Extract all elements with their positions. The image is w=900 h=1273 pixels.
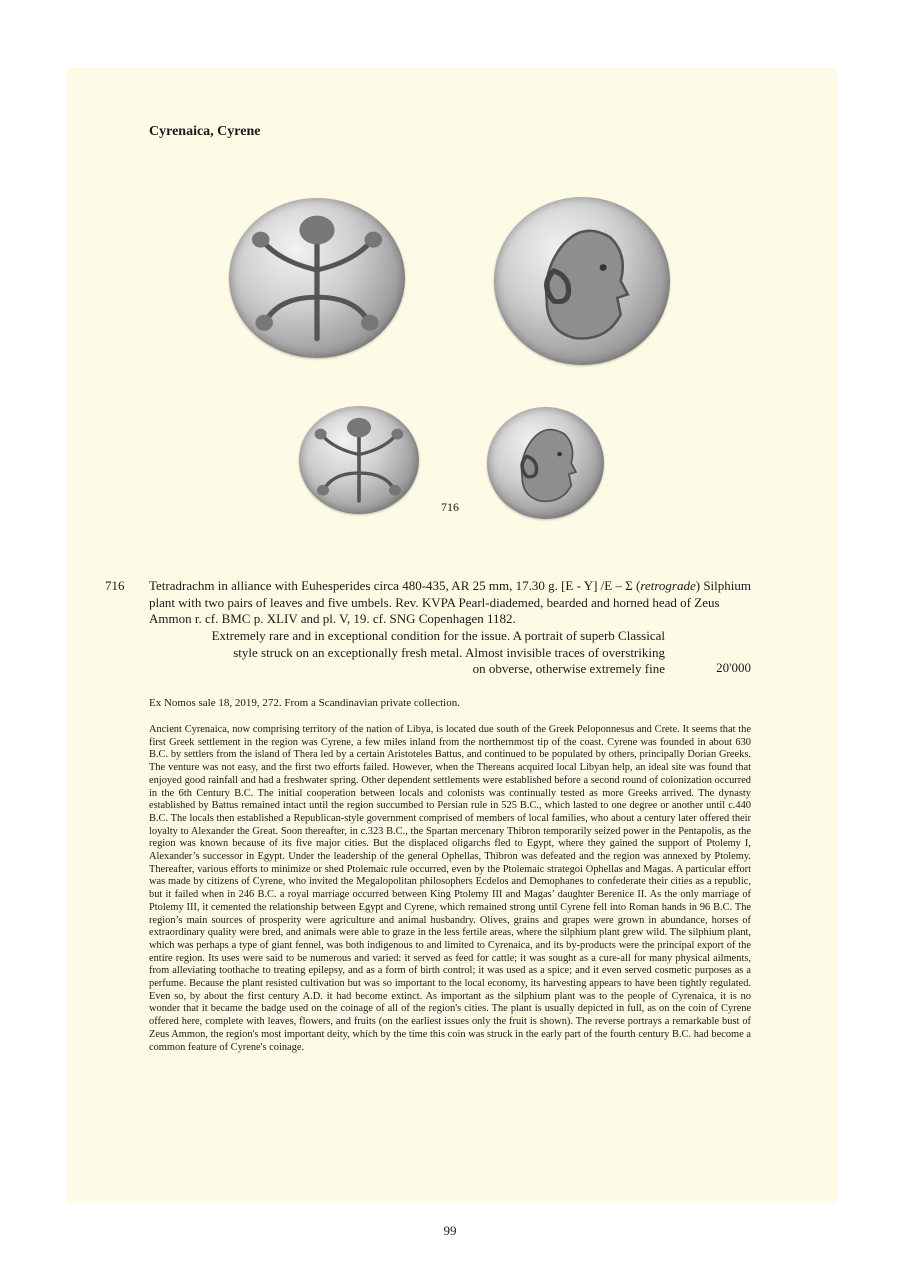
lot-provenance: Ex Nomos sale 18, 2019, 272. From a Scandinavian private collection. [149, 697, 460, 709]
lot-description [149, 578, 751, 628]
silphium-coin-icon [299, 406, 419, 514]
grade-line: Extremely rare and in exceptional condition for the issue. A portrait of superb Classical [211, 628, 665, 643]
lot-description-text: Tetradrachm in alliance with Euhesperides circa 480-435, AR 25 mm, 17.30 g. [E - Y] /E – Σ (retrograde) Silphium plant with two pairs of leaves and five umbels. Rev. KVPA Pearl-diademed, bearded and horned head of Zeus Ammon r. cf. BMC p. XLIV and pl. V, 19. cf. SNG Copenhagen 1182. [149, 578, 752, 626]
lot-grade [170, 628, 665, 678]
historical-essay: Ancient Cyrenaica, now comprising territory of the nation of Libya, is located due south of the Greek Peloponnesus and Crete. It seems that the first Greek settlement in the region was Cyrene, a few miles inland from the northernmost tip of the coast. Cyrene was founded in about 630 B.C. by settlers from the island of Thera led by a certain Aristoteles Battus, and continued to be populated by others, principally Dorian Greeks. The venture was not easy, and the first two efforts failed. However, when the Thereans acquired local Libyan help, an ideal site was found that enjoyed good rainfall and had a freshwater spring. Other dependent settlements were established before a second round of colonization occurred in the 6th Century B.C. The initial cooperation between locals and colonists was continually tested as more Greeks arrived. The dynasty established by Battus remained intact until the region succumbed to Persian rule in 525 B.C., which lasted to one degree or another until c.440 B.C. The locals then established a Republican-style government comprised of members of local families, who about a century later offered their loyalty to Alexander the Great. Soon thereafter, in c.323 B.C., the Spartan mercenary Thibron temporarily seized power in the Pentapolis, as the region was known because of its five major cities. But the displaced oligarchs fled to Egypt, where they gained the support of Ptolemy I, Alexander’s successor in Egypt. Under the leadership of the general Ophellas, Thibron was defeated and the region was annexed by Ptolemy. Thereafter, various efforts to minimize or shed Ptolemaic rule occurred, even by the Ptolemaic strategoi Ophellas and Magas. A particular effort was made by citizens of Cyrene, who invited the Megalopolitan philosophers Ecdelos and Demophanes to confederate their cities as a republic, but it failed when in 246 B.C. a royal marriage occurred between King Ptolemy III and Magas’ daughter Berenice II. As the only marriage of Ptolemy III, it cemented the relationship between Egypt and Cyrene, which remained strong until Cyrene fell into Roman hands in 96 B.C. The region’s main sources of prosperity were agriculture and animal husbandry. Olives, grains and grapes were grown in abundance, horses of extraordinary quality were bred, and animals were able to graze in the less fertile areas, where the silphium plant grew wild. The silphium plant, which was perhaps a type of giant fennel, was both indigenous to and limited to Cyrenaica, and its by-products were the principal export of the entire region. Its uses were said to be numerous and varied: it served as feed for cattle; it was sought as a cure-all for many physical ailments, from alleviating toothache to treating epilepsy, and as a form of birth control; it was used as a spice; and it even served cosmetic purposes as a perfume. Because the plant resisted cultivation but was so important to the local economy, its harvesting appears to have been tightly regulated. Even so, by about the first century A.D. it had become extinct. As important as the silphium plant was to the people of Cyrenaica, it is no wonder that it became the badge used on the coinage of all of the region's cities. The plant is usually depicted in full, as on the coin of Cyrene offered here, complete with leaves, flowers, and fruits (on the earliest issues only the fruit is shown). The reverse portrays a remarkable bust of Zeus Ammon, the region's most important deity, which by the time this coin was struck in the early part of the fourth century B.C. had become a common feature of Cyrene's coinage. [149, 724, 751, 1053]
page-number: 99 [443, 1223, 457, 1238]
grade-line: style struck on an exceptionally fresh metal. Almost invisible traces of overstriking [233, 644, 665, 660]
lot-number: 716 [105, 578, 125, 593]
silphium-coin-icon [229, 198, 405, 358]
lot-estimate: 20'000 [716, 660, 751, 675]
zeus-ammon-coin-icon [487, 407, 604, 519]
zeus-ammon-coin-icon [494, 197, 670, 365]
grade-line: on obverse, otherwise extremely fine [472, 661, 665, 676]
section-title: Cyrenaica, Cyrene [149, 124, 261, 139]
retrograde-italic: retrograde [640, 578, 696, 593]
plate-lot-number: 716 [441, 500, 459, 514]
